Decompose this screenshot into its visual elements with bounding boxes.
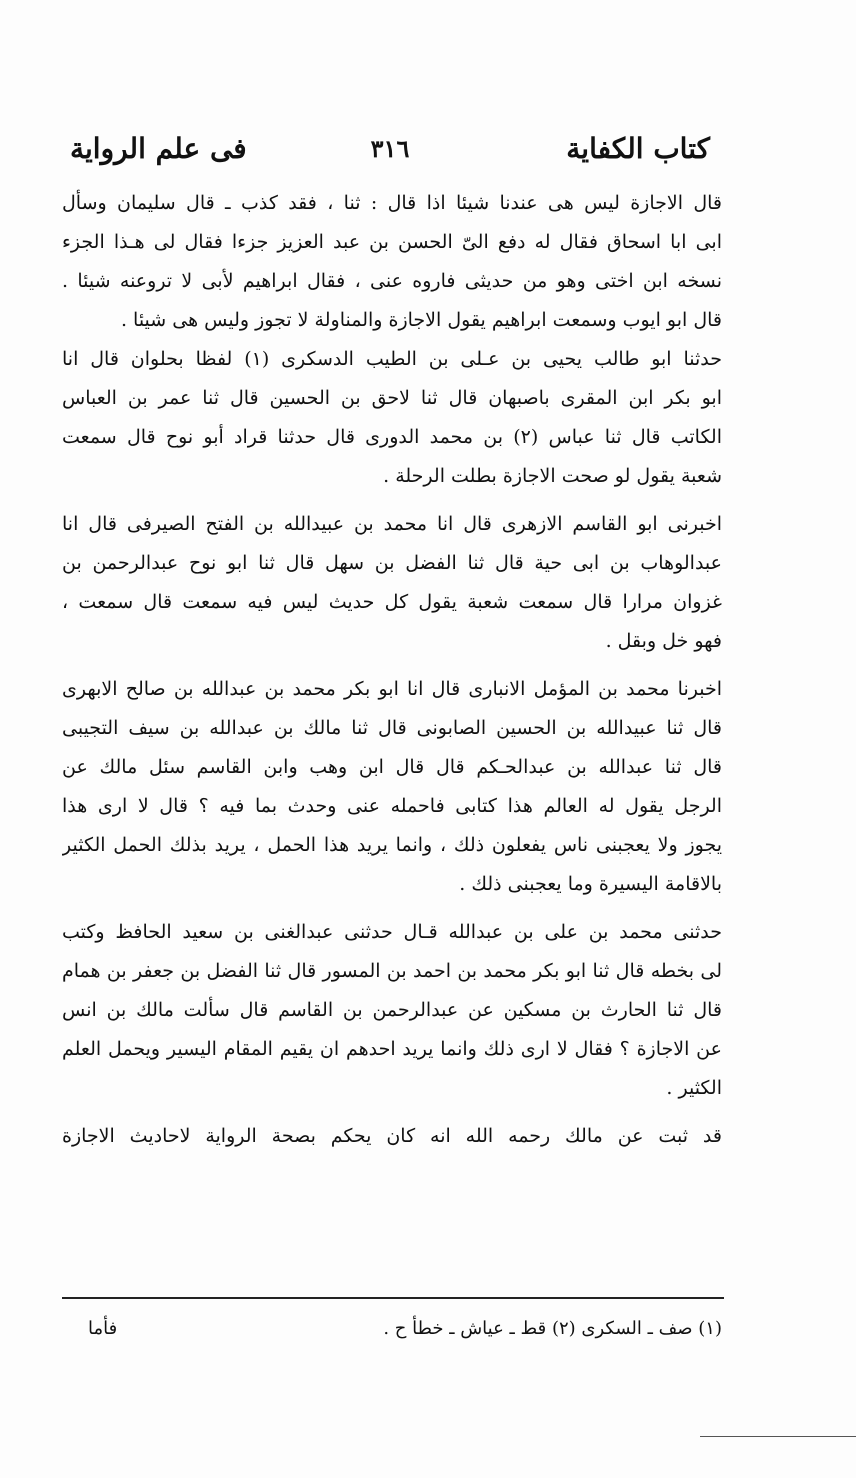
text-line: فهو خل وبقل .	[605, 630, 722, 652]
text-line: الكاتب قال ثنا عباس (٢) بن محمد الدورى قال حدثنا قراد أبو نوح قال سمعت	[62, 426, 722, 448]
footnote-text: (١) صف ـ السكرى (٢) قط ـ عياش ـ خطأ ح .	[383, 1318, 722, 1339]
text-line: بالاقامة اليسيرة وما يعجبنى ذلك .	[459, 873, 722, 895]
text-line: حدثنا ابو طالب يحيى بن عـلى بن الطيب الدسكرى (١) لفظا بحلوان قال انا	[62, 348, 722, 370]
text-line: نسخه ابن اختى وهو من حديثى فاروه عنى ، فقال ابراهيم لأبى لا تروعنه شيئا .	[62, 270, 722, 292]
text-line: قال الاجازة ليس هى عندنا شيئا اذا قال : ثنا ، فقد كذب ـ قال سليمان وسأل	[62, 192, 722, 214]
footnote-divider	[62, 1297, 724, 1299]
text-line: ابى ابا اسحاق فقال له دفع الىّ الحسن بن عبد العزيز جزءا فقال لى هـذا الجزء	[62, 231, 722, 253]
text-line: لى بخطه قال ثنا ابو بكر محمد بن احمد بن المسور قال ثنا الفضل بن جعفر بن همام	[62, 960, 722, 982]
text-line: ابو بكر ابن المقرى باصبهان قال ثنا لاحق بن الحسين قال ثنا عمر بن العباس	[62, 387, 722, 409]
page-number: ٣١٦	[370, 134, 410, 163]
text-line: الكثير .	[666, 1077, 722, 1099]
paragraph-4	[62, 670, 722, 904]
paragraph-6	[62, 1117, 722, 1156]
paragraph-2	[62, 340, 722, 496]
paragraph-1	[62, 184, 722, 340]
text-line: قال ثنا الحارث بن مسكين عن عبدالرحمن بن القاسم قال سألت مالك بن انس	[62, 999, 722, 1021]
catchword: فأما	[88, 1318, 118, 1339]
book-title: كتاب الكفاية	[566, 132, 710, 165]
text-line: قال ثنا عبدالله بن عبدالحـكم قال قال ابن وهب وابن القاسم سئل مالك عن	[62, 756, 722, 778]
main-text	[62, 184, 722, 1156]
text-line: قال ابو ايوب وسمعت ابراهيم يقول الاجازة والمناولة لا تجوز وليس هى شيئا .	[120, 309, 722, 331]
text-line: اخبرنى ابو القاسم الازهرى قال انا محمد بن عبيدالله بن الفتح الصيرفى قال انا	[62, 513, 722, 535]
running-header	[70, 132, 710, 172]
paragraph-3	[62, 505, 722, 661]
text-line: اخبرنا محمد بن المؤمل الانبارى قال انا ابو بكر محمد بن عبدالله بن صالح الابهرى	[62, 678, 722, 700]
text-line: غزوان مرارا قال سمعت شعبة يقول كل حديث ليس فيه سمعت قال سمعت ،	[62, 591, 722, 613]
text-line: يجوز ولا يعجبنى ناس يفعلون ذلك ، وانما يريد هذا الحمل ، يريد بذلك الحمل الكثير	[62, 834, 722, 856]
scan-edge-line	[700, 1436, 856, 1437]
paragraph-5	[62, 913, 722, 1108]
text-line: عن الاجازة ؟ فقال لا ارى ذلك وانما يريد احدهم ان يقيم المقام اليسير ويحمل العلم	[62, 1038, 722, 1060]
header-subject: فى علم الرواية	[70, 132, 247, 165]
text-line: عبدالوهاب بن ابى حية قال ثنا الفضل بن سهل قال ثنا ابو نوح عبدالرحمن بن	[62, 552, 722, 574]
text-line: شعبة يقول لو صحت الاجازة بطلت الرحلة .	[383, 465, 722, 487]
text-line: قال ثنا عبيدالله بن الحسين الصابونى قال ثنا مالك بن عبدالله بن سيف التجيبى	[62, 717, 722, 739]
text-line: قد ثبت عن مالك رحمه الله انه كان يحكم بصحة الرواية لاحاديث الاجازة	[62, 1125, 722, 1147]
text-line: حدثنى محمد بن على بن عبدالله قـال حدثنى عبدالغنى بن سعيد الحافظ وكتب	[62, 921, 722, 943]
text-line: الرجل يقول له العالم هذا كتابى فاحمله عنى وحدث بما فيه ؟ قال لا ارى هذا	[62, 795, 722, 817]
